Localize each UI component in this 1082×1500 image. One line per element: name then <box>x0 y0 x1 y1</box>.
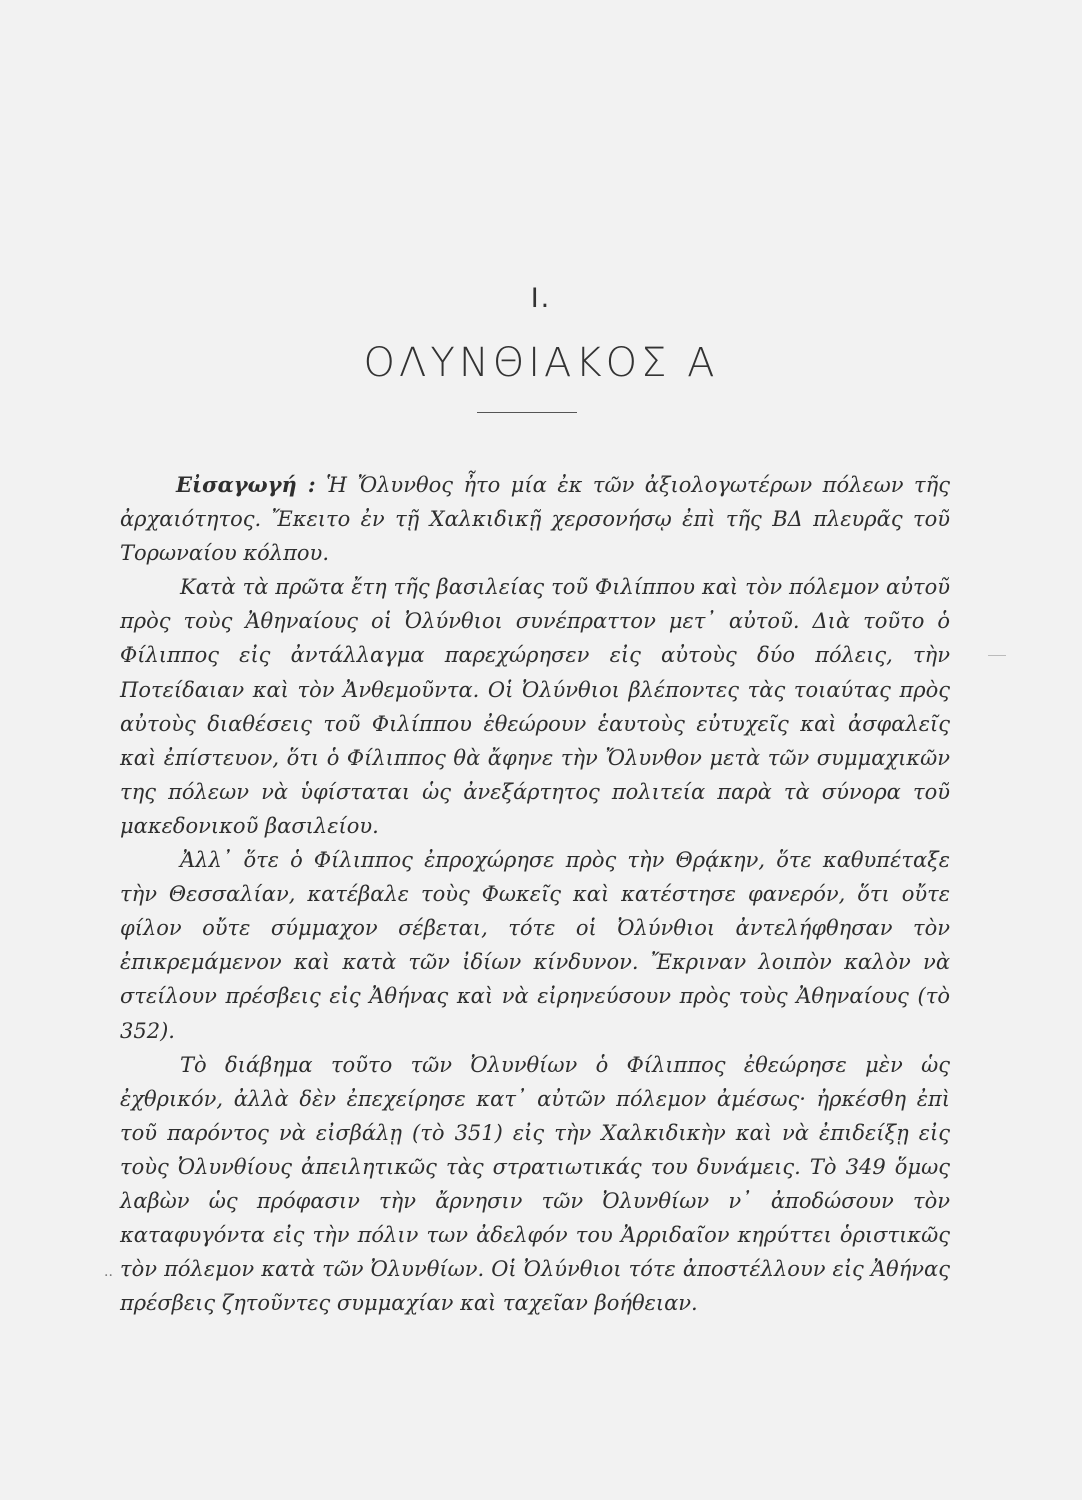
margin-dots: ·· <box>104 1268 113 1284</box>
chapter-title: ΟΛΥΝΘΙΑΚΟΣ Α <box>363 340 719 386</box>
paragraph: Ἀλλ᾽ ὅτε ὁ Φίλιππος ἐπροχώρησε πρὸς τὴν Θρᾴκην, ὅτε καθυπέταξε τὴν Θεσσαλίαν, κατέβαλε τοὺς Φωκεῖς καὶ κατέστησε φανερόν, ὅτι οὔτε φίλον οὔτε σύμμαχον σέβεται, τότε οἱ Ὀλύνθιοι ἀντελήφθησαν τὸν ἐπικρεμάμενον καὶ κατὰ τῶν ἰδίων κίνδυνον. Ἔκριναν λοιπὸν καλὸν νὰ στείλουν πρέσβεις εἰς Ἀθήνας καὶ νὰ εἰρηνεύσουν πρὸς τοὺς Ἀθηναίους (τὸ 352). <box>120 848 950 1043</box>
margin-mark <box>988 655 1006 656</box>
title-divider <box>477 412 577 413</box>
intro-paragraph <box>120 468 950 570</box>
chapter-body <box>120 468 950 1320</box>
paragraph: Κατὰ τὰ πρῶτα ἔτη τῆς βασιλείας τοῦ Φιλίππου καὶ τὸν πόλεμον αὐτοῦ πρὸς τοὺς Ἀθηναίους οἱ Ὀλύνθιοι συνέπραττον μετ᾽ αὐτοῦ. Διὰ τοῦτο ὁ Φίλιππος εἰς ἀντάλλαγμα παρεχώρησεν εἰς αὐτοὺς δύο πόλεις, τὴν Ποτείδαιαν καὶ τὸν Ἀνθεμοῦντα. Οἱ Ὀλύνθιοι βλέποντες τὰς τοιαύτας πρὸς αὐτοὺς διαθέσεις τοῦ Φιλίππου ἐθεώρουν ἑαυτοὺς εὐτυχεῖς καὶ ἀσφαλεῖς καὶ ἐπίστευον, ὅτι ὁ Φίλιππος θὰ ἄφηνε τὴν Ὄλυνθον μετὰ τῶν συμμαχικῶν της πόλεων νὰ ὑφίσταται ὡς ἀνεξάρτητος πολιτεία παρὰ τὰ σύνορα τοῦ μακεδονικοῦ βασιλείου. <box>120 575 950 838</box>
chapter-number: I. <box>530 283 552 314</box>
intro-label: Εἰσαγωγή : <box>176 472 316 497</box>
intro-text: Ἡ Ὄλυνθος ἦτο μία ἐκ τῶν ἀξιολογωτέρων πόλεων τῆς ἀρχαιότητος. Ἔκειτο ἐν τῇ Χαλκιδικῇ χερσονήσῳ ἐπὶ τῆς ΒΔ πλευρᾶς τοῦ Τορωναίου κόλπου. <box>120 473 950 566</box>
paragraph: Τὸ διάβημα τοῦτο τῶν Ὀλυνθίων ὁ Φίλιππος ἐθεώρησε μὲν ὡς ἐχθρικόν, ἀλλὰ δὲν ἐπεχείρησε κατ᾽ αὐτῶν πόλεμον ἀμέσως· ἠρκέσθη ἐπὶ τοῦ παρόντος νὰ εἰσβάλῃ (τὸ 351) εἰς τὴν Χαλκιδικὴν καὶ νὰ ἐπιδείξῃ εἰς τοὺς Ὀλυνθίους ἀπειλητικῶς τὰς στρατιωτικάς του δυνάμεις. Τὸ 349 ὅμως λαβὼν ὡς πρόφασιν τὴν ἄρνησιν τῶν Ὀλυνθίων ν᾽ ἀποδώσουν τὸν καταφυγόντα εἰς τὴν πόλιν των ἀδελφόν του Ἀρριδαῖον κηρύττει ὁριστικῶς τὸν πόλεμον κατὰ τῶν Ὀλυνθίων. Οἱ Ὀλύνθιοι τότε ἀποστέλλουν εἰς Ἀθήνας πρέσβεις ζητοῦντες συμμαχίαν καὶ ταχεῖαν βοήθειαν. <box>120 1052 950 1316</box>
